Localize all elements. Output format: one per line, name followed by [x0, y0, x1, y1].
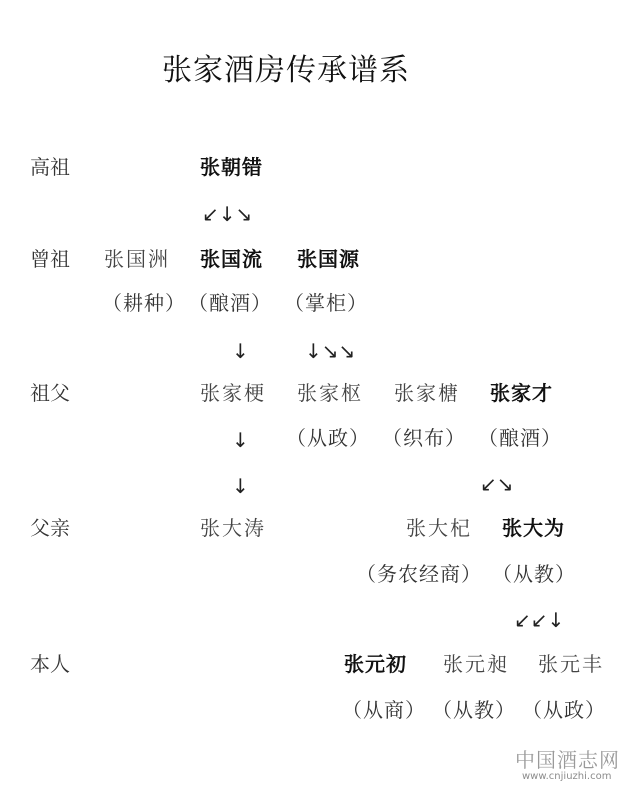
person-zhang-guoliu: 张国流 — [200, 247, 263, 271]
occupation-note: （从教） — [492, 562, 576, 586]
down-arrow-icon: ↓ — [232, 339, 249, 363]
person-zhang-datao: 张大涛 — [200, 516, 266, 540]
branch-arrows-gen4: ↙↙↓ — [514, 608, 565, 632]
person-zhang-daqi: 张大杞 — [406, 516, 472, 540]
branch-arrows-gen1: ↙↓↘ — [202, 202, 253, 226]
occupation-note: （耕种） — [102, 291, 186, 315]
person-zhang-jiacai: 张家才 — [490, 381, 553, 405]
person-zhang-jiageng: 张家梗 — [200, 381, 266, 405]
occupation-note: （从政） — [286, 426, 370, 450]
occupation-note: （酿酒） — [478, 426, 562, 450]
down-arrow-icon: ↓ — [232, 474, 249, 498]
generation-label-great-great-grandfather: 高祖 — [30, 155, 70, 179]
occupation-note: （掌柜） — [284, 291, 368, 315]
down-arrow-icon: ↓ — [232, 428, 249, 452]
occupation-note: （酿酒） — [188, 291, 272, 315]
person-zhang-guoyuan: 张国源 — [297, 247, 360, 271]
branch-arrows-gen3: ↙↘ — [480, 472, 514, 496]
person-zhang-dawei: 张大为 — [502, 516, 565, 540]
occupation-note: （从商） — [342, 698, 426, 722]
occupation-note: （织布） — [382, 426, 466, 450]
generation-label-father: 父亲 — [30, 516, 70, 540]
person-zhang-jiashu: 张家枢 — [297, 381, 363, 405]
generation-label-self: 本人 — [30, 652, 70, 676]
person-zhang-jiatang: 张家榶 — [394, 381, 460, 405]
person-zhang-yuanchang: 张元昶 — [443, 652, 509, 676]
occupation-note: （从教） — [432, 698, 516, 722]
person-zhang-guozhou: 张国洲 — [104, 247, 170, 271]
page-title: 张家酒房传承谱系 — [162, 53, 410, 88]
generation-label-great-grandfather: 曾祖 — [30, 247, 70, 271]
generation-label-grandfather: 祖父 — [30, 381, 70, 405]
branch-arrows-gen2: ↓↘↘ — [305, 339, 356, 363]
person-zhang-yuanfeng: 张元丰 — [538, 652, 604, 676]
person-zhang-chaocuo: 张朝错 — [200, 155, 263, 179]
watermark-url: www.cnjiuzhi.com — [522, 771, 612, 782]
occupation-note: （务农经商） — [356, 562, 482, 586]
occupation-note: （从政） — [522, 698, 606, 722]
watermark-site-name: 中国酒志网 — [515, 748, 620, 772]
person-zhang-yuanchu: 张元初 — [344, 652, 407, 676]
